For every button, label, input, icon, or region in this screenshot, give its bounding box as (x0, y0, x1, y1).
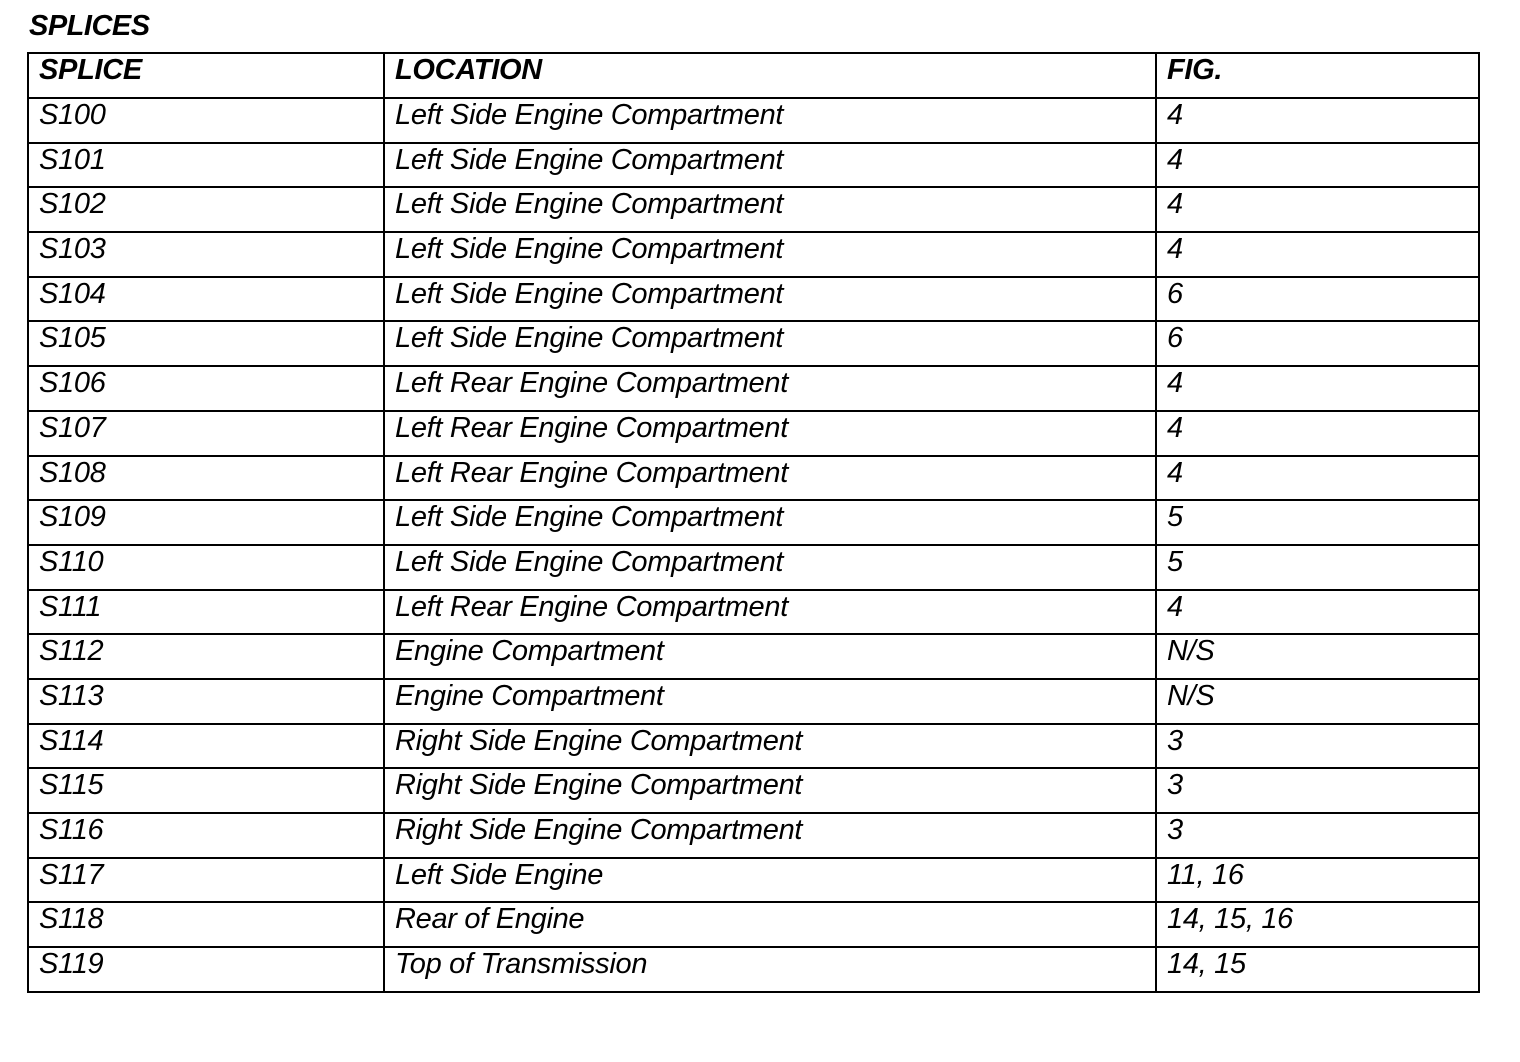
page-title: SPLICES (29, 10, 150, 42)
table-row (28, 858, 1479, 903)
splice-cell: S104 (28, 277, 384, 322)
splice-cell: S107 (28, 411, 384, 456)
location-cell: Engine Compartment (384, 634, 1156, 679)
splice-cell: S119 (28, 947, 384, 992)
splice-cell: S101 (28, 143, 384, 188)
splice-cell: S116 (28, 813, 384, 858)
table-row (28, 232, 1479, 277)
fig-cell: 4 (1156, 98, 1479, 143)
fig-cell: 4 (1156, 232, 1479, 277)
location-cell: Left Side Engine Compartment (384, 277, 1156, 322)
fig-cell: 4 (1156, 456, 1479, 501)
location-cell: Left Side Engine Compartment (384, 98, 1156, 143)
table-row (28, 456, 1479, 501)
table-row (28, 947, 1479, 992)
fig-cell: 5 (1156, 500, 1479, 545)
fig-cell: 3 (1156, 768, 1479, 813)
column-header-fig: FIG. (1156, 53, 1479, 98)
table-row (28, 143, 1479, 188)
fig-cell: N/S (1156, 679, 1479, 724)
splice-cell: S118 (28, 902, 384, 947)
table-body (28, 98, 1479, 992)
splice-cell: S103 (28, 232, 384, 277)
splice-cell: S111 (28, 590, 384, 635)
splice-cell: S110 (28, 545, 384, 590)
table-row (28, 902, 1479, 947)
table-row (28, 724, 1479, 769)
location-cell: Left Side Engine Compartment (384, 143, 1156, 188)
fig-cell: 4 (1156, 411, 1479, 456)
table-row (28, 366, 1479, 411)
fig-cell: N/S (1156, 634, 1479, 679)
location-cell: Engine Compartment (384, 679, 1156, 724)
table-row (28, 411, 1479, 456)
location-cell: Left Rear Engine Compartment (384, 590, 1156, 635)
splice-cell: S112 (28, 634, 384, 679)
table-row (28, 187, 1479, 232)
splice-cell: S113 (28, 679, 384, 724)
splice-cell: S115 (28, 768, 384, 813)
fig-cell: 6 (1156, 277, 1479, 322)
splice-cell: S109 (28, 500, 384, 545)
fig-cell: 6 (1156, 321, 1479, 366)
table-row (28, 679, 1479, 724)
column-header-splice: SPLICE (28, 53, 384, 98)
header-row (28, 53, 1479, 98)
location-cell: Right Side Engine Compartment (384, 813, 1156, 858)
column-header-location: LOCATION (384, 53, 1156, 98)
location-cell: Left Side Engine Compartment (384, 500, 1156, 545)
splice-cell: S108 (28, 456, 384, 501)
fig-cell: 4 (1156, 143, 1479, 188)
location-cell: Left Side Engine Compartment (384, 187, 1156, 232)
table-row (28, 500, 1479, 545)
table-header (28, 53, 1479, 98)
splice-cell: S114 (28, 724, 384, 769)
fig-cell: 4 (1156, 187, 1479, 232)
fig-cell: 11, 16 (1156, 858, 1479, 903)
location-cell: Top of Transmission (384, 947, 1156, 992)
fig-cell: 14, 15, 16 (1156, 902, 1479, 947)
location-cell: Left Rear Engine Compartment (384, 366, 1156, 411)
fig-cell: 4 (1156, 590, 1479, 635)
fig-cell: 3 (1156, 813, 1479, 858)
table-row (28, 98, 1479, 143)
location-cell: Right Side Engine Compartment (384, 768, 1156, 813)
splice-cell: S100 (28, 98, 384, 143)
fig-cell: 14, 15 (1156, 947, 1479, 992)
splices-table (27, 52, 1480, 993)
location-cell: Left Side Engine Compartment (384, 545, 1156, 590)
table-row (28, 634, 1479, 679)
location-cell: Rear of Engine (384, 902, 1156, 947)
table-row (28, 768, 1479, 813)
table-row (28, 545, 1479, 590)
table-row (28, 590, 1479, 635)
location-cell: Left Side Engine Compartment (384, 321, 1156, 366)
location-cell: Left Side Engine (384, 858, 1156, 903)
splice-cell: S102 (28, 187, 384, 232)
table-row (28, 321, 1479, 366)
location-cell: Right Side Engine Compartment (384, 724, 1156, 769)
location-cell: Left Rear Engine Compartment (384, 411, 1156, 456)
splice-cell: S105 (28, 321, 384, 366)
fig-cell: 4 (1156, 366, 1479, 411)
location-cell: Left Rear Engine Compartment (384, 456, 1156, 501)
table-row (28, 277, 1479, 322)
splice-cell: S106 (28, 366, 384, 411)
fig-cell: 3 (1156, 724, 1479, 769)
splice-cell: S117 (28, 858, 384, 903)
table-row (28, 813, 1479, 858)
location-cell: Left Side Engine Compartment (384, 232, 1156, 277)
fig-cell: 5 (1156, 545, 1479, 590)
